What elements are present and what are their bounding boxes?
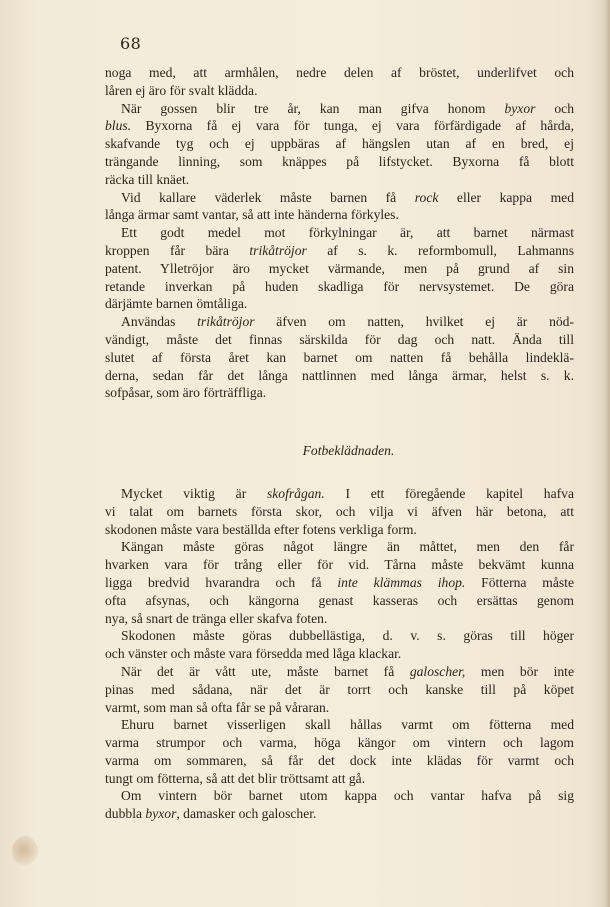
text-line: Ett godt medel mot förkylningar är, att barnet närmast [121, 225, 574, 241]
paragraph [105, 224, 574, 313]
page-number: 68 [120, 34, 142, 53]
text-line: låren ej äro för svalt klädda. [105, 82, 258, 98]
paragraph [105, 716, 574, 787]
section-heading-text: Fotbeklädnaden. [302, 443, 395, 459]
text-line: Mycket viktig är skofrågan. I ett föregående kapitel hafva [121, 485, 574, 501]
paragraph [105, 485, 574, 538]
paragraph [105, 64, 574, 100]
text-line: och vänster och måste vara försedda med låga klackar. [105, 646, 402, 662]
text-line: derna, sedan får det långa nattlinnen med långa ärmar, helst s. k. [105, 367, 574, 383]
text-line: Kängan måste göras något längre än måttet, men den får [121, 539, 574, 555]
text-line: pinas med sådana, när det är torrt och kanske till på köpet [105, 681, 574, 697]
text-line: varma strumpor och varma, höga kängor om vintern och lagom [105, 735, 574, 751]
text-line: vändigt, måste det finnas särskilda för dag och natt. Ända till [105, 331, 574, 347]
text-line: dubbla byxor, damasker och galoscher. [105, 806, 317, 822]
text-line: retande inverkan på huden skadliga för nervsystemet. De göra [105, 278, 574, 294]
text-line: trängande linning, som knäppes på lifstycket. Byxorna få blott [105, 153, 574, 169]
text-line: varmt, som man så ofta får se på våraran. [105, 699, 330, 715]
paper-stain [12, 836, 38, 866]
text-line: patent. Ylletröjor äro mycket värmande, men på grund af sin [105, 260, 574, 276]
paragraph [105, 627, 574, 663]
section-footwear [105, 485, 574, 823]
text-line: därjämte barnen ömtåliga. [105, 296, 248, 312]
text-line: tungt om fötterna, så att det blir tröttsamt att gå. [105, 770, 366, 786]
text-line: skodonen måste vara beställda efter fotens verkliga form. [105, 521, 417, 537]
section-heading [105, 442, 574, 460]
text-line: hvarken vara för trång eller för vid. Tårna måste bekvämt kunna [105, 557, 574, 573]
paragraph [105, 313, 574, 402]
text-line: räcka till knäet. [105, 171, 190, 187]
text-line: sofpåsar, som äro förträffliga. [105, 385, 267, 401]
text-line: Ehuru barnet visserligen skall hållas varmt om fötterna med [121, 717, 574, 733]
text-line: kroppen får bära trikåtröjor af s. k. reformbomull, Lahmanns [105, 242, 574, 258]
section-clothing [105, 64, 574, 402]
text-line: Vid kallare väderlek måste barnen få rock eller kappa med [121, 189, 574, 205]
paragraph [105, 787, 574, 823]
text-line: Användas trikåtröjor äfven om natten, hvilket ej är nöd- [121, 314, 574, 330]
text-line: skafvande tyg och ej uppbäras af hängslen utan af en bred, ej [105, 136, 574, 152]
text-line: Om vintern bör barnet utom kappa och vantar hafva på sig [121, 788, 574, 804]
text-line: Skodonen måste göras dubbellästiga, d. v. s. göras till höger [121, 628, 574, 644]
text-line: varma om sommaren, så får det dock inte klädas för varmt och [105, 752, 574, 768]
text-line: slutet af första året kan barnet om natten få behålla lindeklä- [105, 349, 574, 365]
text-line: När det är vått ute, måste barnet få galoscher, men bör inte [121, 663, 574, 679]
text-line: vi talat om barnets första skor, och vilja vi äfven här betona, att [105, 503, 574, 519]
paragraph [105, 100, 574, 189]
text-line: noga med, att armhålen, nedre delen af bröstet, underlifvet och [105, 65, 574, 80]
text-line: ofta afsynas, och kängorna genast kasseras och ersättas genom [105, 592, 574, 608]
text-line: ligga bredvid hvarandra och få inte klämmas ihop. Fötterna måste [105, 574, 574, 590]
paragraph [105, 663, 574, 716]
page-edge-shadow [604, 0, 610, 907]
text-line: blus. Byxorna få ej vara för tunga, ej vara förfärdigade af hårda, [105, 118, 574, 134]
body-text [105, 64, 574, 823]
paragraph [105, 538, 574, 627]
text-line: När gossen blir tre år, kan man gifva honom byxor och [121, 100, 575, 116]
text-line: nya, så snart de tränga eller skafva foten. [105, 610, 328, 626]
paragraph [105, 189, 574, 225]
text-line: långa ärmar samt vantar, så att inte händerna förkyles. [105, 207, 399, 223]
